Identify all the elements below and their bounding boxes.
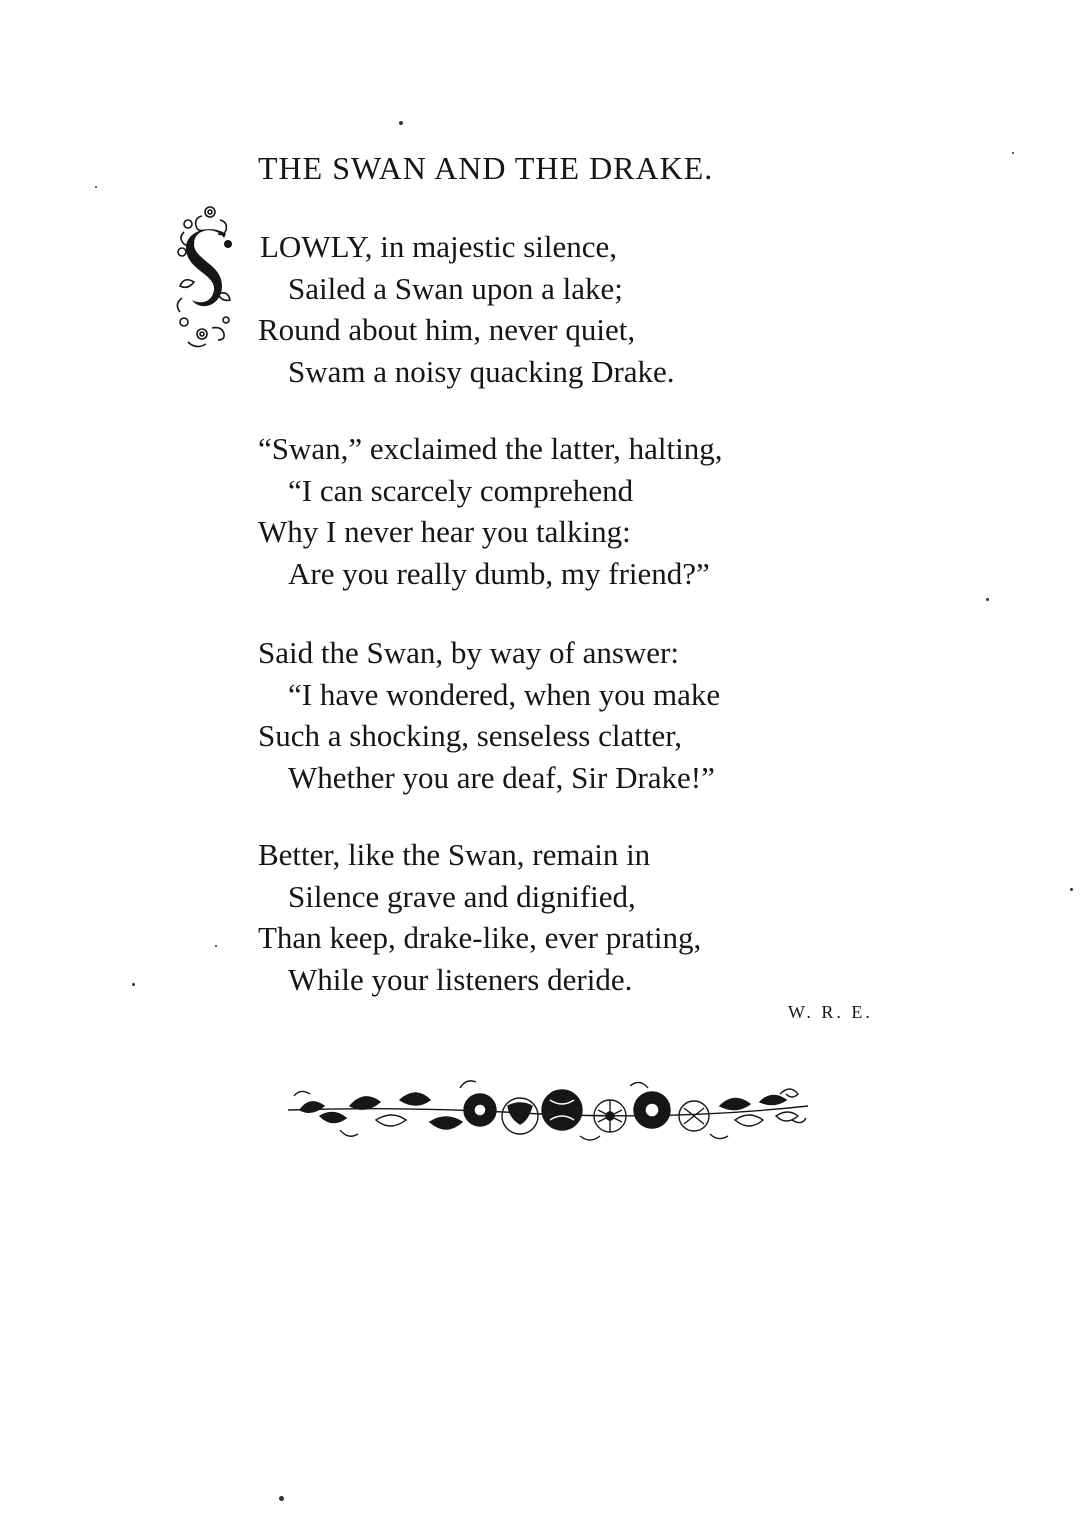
poem-title: THE SWAN AND THE DRAKE. — [258, 150, 714, 186]
poem-line: Are you really dumb, my friend?” — [288, 555, 710, 591]
author-initials: W. R. E. — [788, 1002, 873, 1022]
poem-line: Swam a noisy quacking Drake. — [288, 353, 675, 389]
scan-speck — [1070, 888, 1073, 891]
poem-line: “I can scarcely comprehend — [288, 472, 634, 508]
scan-speck — [215, 945, 217, 947]
scan-speck — [986, 598, 989, 601]
poem-line: Better, like the Swan, remain in — [258, 837, 651, 872]
scan-speck — [399, 121, 403, 125]
scan-speck — [95, 186, 97, 188]
poem-line: While your listeners deride. — [288, 961, 633, 997]
floral-garland-icon — [280, 1070, 815, 1160]
poem-line: Why I never hear you talking: — [258, 514, 631, 549]
poem-line: Than keep, drake-like, ever prating, — [258, 920, 702, 955]
ornamental-s-icon — [172, 202, 238, 352]
poem-line: Silence grave and dignified, — [288, 878, 636, 914]
poem-line: “Swan,” exclaimed the latter, halting, — [258, 431, 723, 466]
poem-line: Such a shocking, senseless clatter, — [258, 718, 683, 753]
poem-line: “I have wondered, when you make — [288, 676, 721, 712]
stanza-4 — [258, 834, 958, 1000]
poem-line: Round about him, never quiet, — [258, 312, 636, 347]
stanza-1 — [258, 226, 958, 392]
scan-speck — [132, 983, 135, 986]
poem-line: LOWLY, in majestic silence, — [260, 229, 618, 264]
scan-speck — [1012, 152, 1014, 154]
stanza-3 — [258, 632, 958, 798]
poem-line: Whether you are deaf, Sir Drake!” — [288, 759, 715, 795]
stanza-2 — [258, 428, 958, 594]
poem-line: Sailed a Swan upon a lake; — [288, 270, 623, 306]
scan-speck — [279, 1496, 284, 1501]
poem-line: Said the Swan, by way of answer: — [258, 635, 679, 670]
